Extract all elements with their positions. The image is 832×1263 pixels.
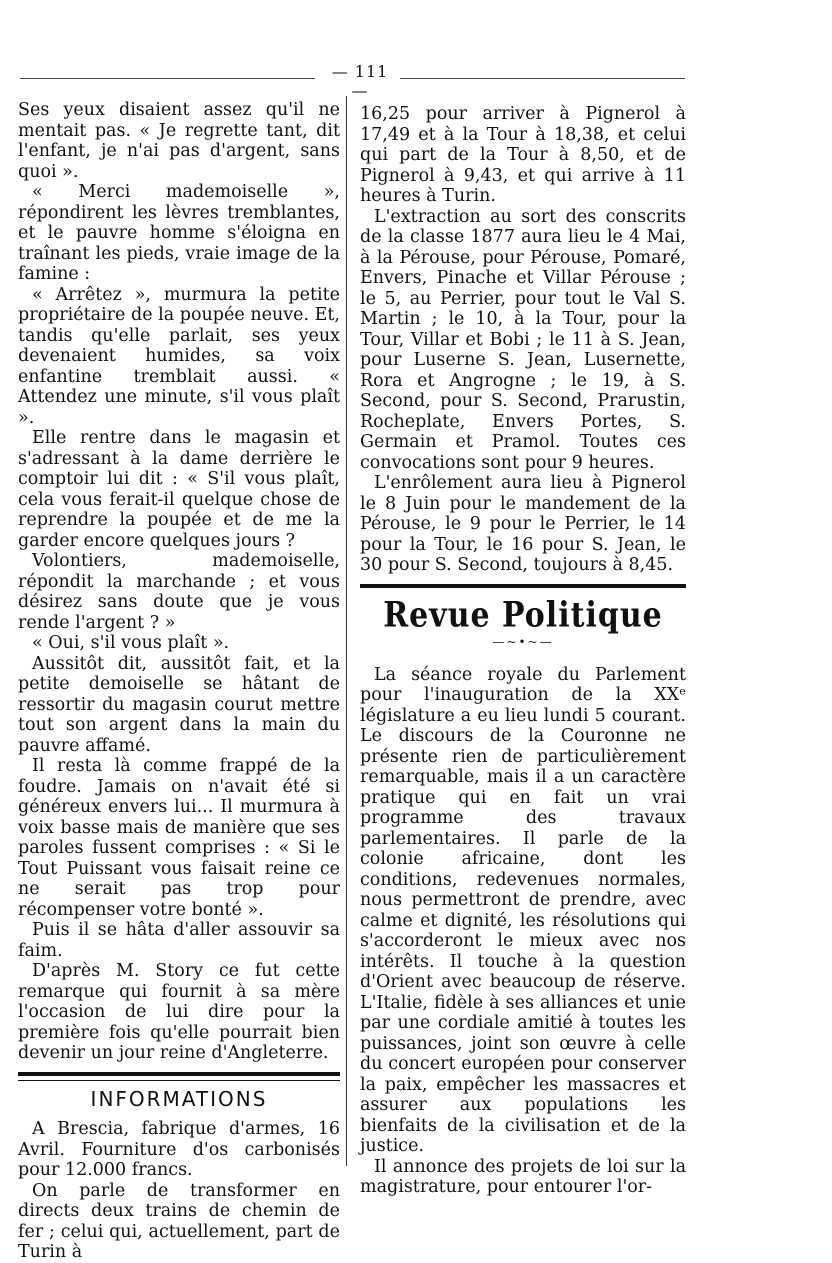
- section-rule-thick: [18, 1072, 340, 1076]
- header-rule-left: [20, 78, 315, 79]
- header-rule-right: [400, 78, 685, 79]
- left-column: [18, 100, 340, 1263]
- story-paragraph: Puis il se hâta d'aller assouvir sa faim.: [18, 920, 340, 961]
- page-number: — 111 —: [331, 62, 389, 100]
- info-paragraph: On parle de transformer en directs deux trains de chemin de fer ; celui qui, actuellement, part de Turin à: [18, 1180, 340, 1262]
- section-rule-thick: [360, 584, 686, 588]
- info-paragraph: L'extraction au sort des conscrits de la classe 1877 aura lieu le 4 Mai, à la Pérouse, pour Pérouse, Pomaré, Envers, Pinache et Villar Pérouse ; le 5, au Perrier, pour tout le Val S. Martin ; le 10, à la Tour, pour la Tour, Villar et Bobi ; le 11 à S. Jean, pour Luserne S. Jean, Lusernette, Rora et Angrogne ; le 19, à S. Second, pour S. Second, Prarustin, Rocheplate, Envers Portes, S. Germain et Pramol. Toutes ces convocations sont pour 9 heures.: [360, 206, 686, 473]
- politics-paragraph: Il annonce des projets de loi sur la magistrature, pour entourer l'or-: [360, 1156, 686, 1197]
- story-paragraph: « Arrêtez », murmura la petite propriétaire de la poupée neuve. Et, tandis qu'elle parlait, ses yeux devenaient humides, sa voix enfantine tremblait aussi. « Attendez une minute, s'il vous plaît ».: [18, 284, 340, 428]
- story-paragraph: D'après M. Story ce fut cette remarque qui fournit à sa mère l'occasion de lui dire pour la première fois qu'elle pourrait bien devenir un jour reine d'Angleterre.: [18, 961, 340, 1063]
- revue-politique-title: Revue Politique: [383, 594, 663, 636]
- info-paragraph: L'enrôlement aura lieu à Pignerol le 8 Juin pour le mandement de la Pérouse, le 9 pour le Perrier, le 14 pour la Tour, le 16 pour S. Jean, le 30 pour S. Second, toujours à 8,45.: [360, 473, 686, 575]
- story-paragraph: Il resta là comme frappé de la foudre. Jamais on n'avait été si généreux envers lui... Il murmura à voix basse mais de manière que ses paroles fussent comprises : « Si le Tout Puissant vous faisait reine ce ne serait pas trop pour récompenser votre bonté ».: [18, 756, 340, 920]
- column-divider: [346, 96, 347, 1166]
- story-paragraph: « Oui, s'il vous plaît ».: [32, 633, 230, 653]
- story-paragraph: Ses yeux disaient assez qu'il ne mentait pas. « Je regrette tant, dit l'enfant, je n'ai pas d'argent, sans quoi ».: [18, 100, 340, 182]
- informations-title: INFORMATIONS: [90, 1086, 268, 1111]
- story-paragraph: Aussitôt dit, aussitôt fait, et la petite demoiselle se hâtant de ressortir du magasin courut mettre tout son argent dans la main du pauvre affamé.: [18, 653, 340, 756]
- ornament-divider-icon: —~•~—: [492, 635, 554, 649]
- story-paragraph: « Merci mademoiselle », répondirent les lèvres tremblantes, et le pauvre homme s'éloigna en traînant les pieds, vraie image de la famine :: [18, 182, 340, 284]
- info-paragraph: 16,25 pour arriver à Pignerol à 17,49 et à la Tour à 18,38, et celui qui part de la Tour à 8,50, et de Pignerol à 9,43, et qui arrive à 11 heures à Turin.: [360, 104, 686, 206]
- right-column: [360, 104, 686, 1198]
- section-rule-thin: [18, 1080, 340, 1081]
- story-paragraph: Volontiers, mademoiselle, répondit la marchande ; et vous désirez sans doute que je vous rende l'argent ? »: [18, 551, 340, 633]
- politics-paragraph: La séance royale du Parlement pour l'inauguration de la XXᵉ législature a eu lieu lundi 5 courant. Le discours de la Couronne ne présente rien de particulièrement remarquable, mais il a un caractère pratique qui en fait un vrai programme des travaux parlementaires. Il parle de la colonie africaine, dont les conditions, redevenues normales, nous permettront de prendre, avec calme et dignité, les résolutions qui s'accorderont le mieux avec nos intérêts. Il touche à la question d'Orient avec beaucoup de réserve. L'Italie, fidèle à ses alliances et unie par une cordiale amitié à toutes les puissances, joint son œuvre à celle du concert européen pour conserver la paix, empêcher les massacres et assurer aux populations les bienfaits de la civilisation et de la justice.: [360, 664, 686, 1156]
- story-paragraph: Elle rentre dans le magasin et s'adressant à la dame derrière le comptoir lui dit : « S'il vous plaît, cela vous ferait-il quelque chose de reprendre la poupée et de me la garder encore quelques jours ?: [18, 428, 340, 551]
- info-paragraph: A Brescia, fabrique d'armes, 16 Avril. Fourniture d'os carbonisés pour 12.000 francs.: [18, 1119, 340, 1180]
